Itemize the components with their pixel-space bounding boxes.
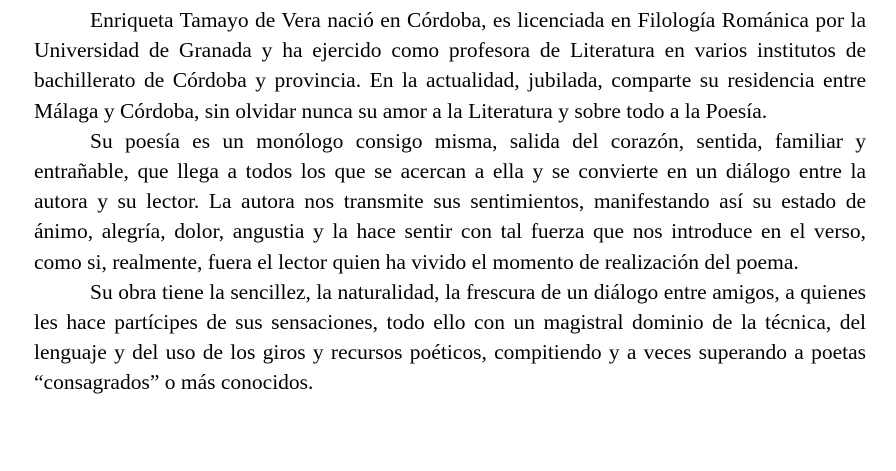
paragraph-poetry-description: Su poesía es un monólogo consigo misma, salida del corazón, sentida, familiar y entrañable, que llega a todos los que se acercan a ella y se convierte en un diálogo entre la autora y su lector. La autora nos transmite sus sentimientos, manifestando así su estado de ánimo, alegría, dolor, angustia y la hace sentir con tal fuerza que nos introduce en el verso, como si, realmente, fuera el lector quien ha vivido el momento de realización del poema. bbox=[34, 128, 866, 274]
paragraph-work-assessment: Su obra tiene la sencillez, la naturalidad, la frescura de un diálogo entre amigos, a quienes les hace partícipes de sus sensaciones, todo ello con un magistral dominio de la técnica, del lenguaje y del uso de los giros y recursos poéticos, compitiendo y a veces superando a poetas “consagrados” o más conocidos. bbox=[34, 279, 866, 395]
paragraph-biography: Enriqueta Tamayo de Vera nació en Córdoba, es licenciada en Filología Románica por la Universidad de Granada y ha ejercido como profesora de Literatura en varios institutos de bachillerato de Córdoba y provincia. En la actualidad, jubilada, comparte su residencia entre Málaga y Córdoba, sin olvidar nunca su amor a la Literatura y sobre todo a la Poesía. bbox=[34, 8, 866, 123]
